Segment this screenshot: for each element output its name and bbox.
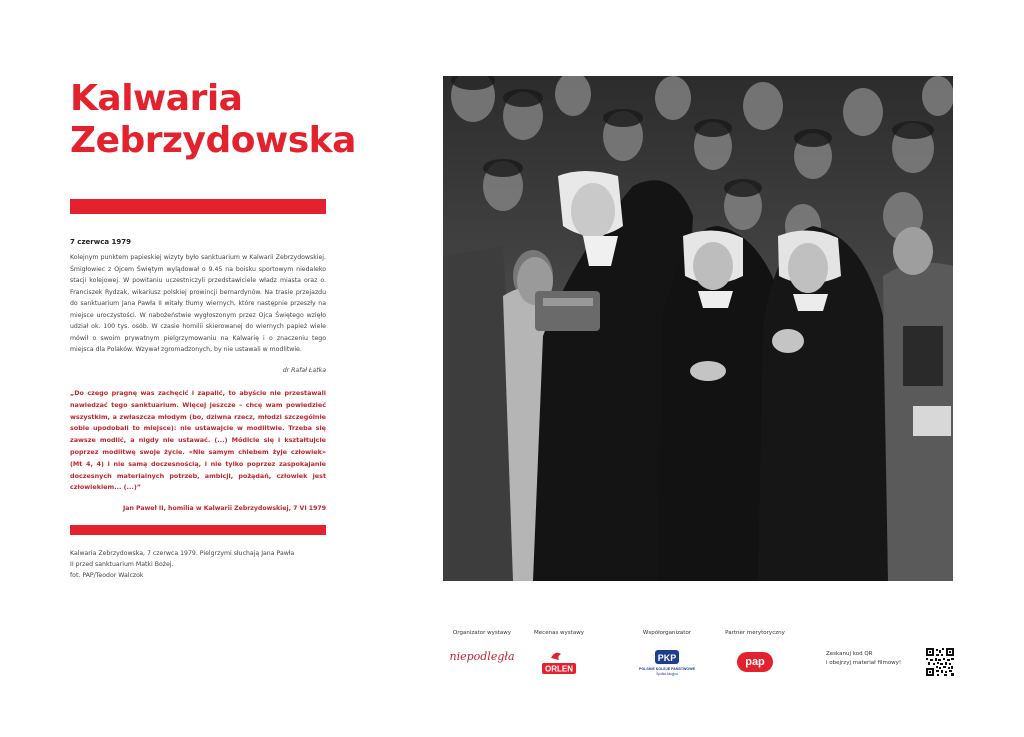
caption-line-2: II przed sanktuarium Matki Bożej. bbox=[70, 561, 174, 568]
crowd-photo bbox=[443, 76, 953, 581]
partner-patron bbox=[526, 630, 592, 680]
partner-content bbox=[715, 630, 795, 672]
author-signature: dr Rafał Łatka bbox=[282, 367, 326, 374]
photo-caption bbox=[70, 548, 326, 581]
page-title bbox=[70, 78, 356, 162]
photo-credit: fot. PAP/Teodor Walczok bbox=[70, 572, 144, 579]
orlen-logo-text: ORLEN bbox=[545, 664, 573, 674]
pkp-logo-subtitle-2: Spółka Akcyjna bbox=[656, 672, 678, 676]
date-heading: 7 czerwca 1979 bbox=[70, 238, 131, 246]
partner-label: Organizator wystawy bbox=[452, 630, 512, 636]
qr-code-icon[interactable] bbox=[926, 648, 954, 676]
qr-text-line-1: Zeskanuj kod QR bbox=[826, 651, 873, 657]
caption-line-1: Kalwaria Zebrzydowska, 7 czerwca 1979. Pielgrzymi słuchają Jana Pawła bbox=[70, 550, 295, 557]
title-line-1: Kalwaria bbox=[70, 78, 243, 119]
niepodlegla-logo: niepodległa bbox=[449, 650, 515, 663]
partner-organizer bbox=[430, 630, 534, 663]
partner-label: Mecenas wystawy bbox=[534, 630, 584, 636]
red-divider-bottom bbox=[70, 525, 326, 535]
orlen-logo bbox=[541, 650, 577, 680]
quote-source: Jan Paweł II, homilia w Kalwarii Zebrzydowskiej, 7 VI 1979 bbox=[122, 505, 326, 512]
title-line-2: Zebrzydowska bbox=[70, 120, 356, 161]
qr-instructions bbox=[826, 650, 921, 667]
pkp-logo-text: PKP bbox=[657, 653, 677, 663]
body-paragraph: Kolejnym punktem papieskiej wizyty było sanktuarium w Kalwarii Zebrzydowskiej. Śmigłowiec z Ojcem Świętym wylądował o 9.45 na boisku sportowym niedaleko stacji kolejowej. W powitaniu uczestniczyli przedstawiciele władz miasta oraz o. Franciszek Rydzak, wikariusz polskiej prowincji bernardynów. Na trasie przejazdu do sanktuarium Jana Pawła II witały tłumy wiernych, które następnie przeszły na miejsce uroczystości. W nabożeństwie wygłoszonym przez Ojca Świętego wzięło udział ok. 100 tys. osób. W czasie homilii skierowanej do wiernych papież wiele mówił o swoim prywatnym pielgrzymowaniu na Kalwarię i o znaczeniu tego miejsca dla Polaków. Wzywał zgromadzonych, by nie ustawali w modlitwie. bbox=[70, 254, 326, 353]
pkp-logo bbox=[637, 650, 697, 682]
homily-quote: „Do czego pragnę was zachęcić i zapalić, to abyście nie przestawali nawiedzać tego sanktuarium. Więcej jeszcze – chcę wam powiedzieć wszystkim, a zwłaszcza młodym (bo, dziwna rzecz, młodzi szczególnie sobie upodobali to miejsce): nie ustawajcie w modlitwie. Trzeba się zawsze modlić, a nigdy nie ustawać. (...) Módlcie się i kształtujcie poprzez modlitwę swoje życie. «Nie samym chlebem żyje człowiek» (Mt 4, 4) i nie samą doczesnością, i nie tylko poprzez zaspokajanie doczesnych materialnych potrzeb, ambicji, pożądań, człowiek jest człowiekiem... (...)” bbox=[70, 389, 326, 492]
red-divider-top bbox=[70, 199, 326, 214]
pap-logo: pap bbox=[737, 652, 773, 672]
pkp-logo-subtitle: POLSKIE KOLEJE PAŃSTWOWE bbox=[638, 667, 696, 671]
partner-coorganizer bbox=[625, 630, 709, 682]
qr-text-line-2: i obejrzyj materiał filmowy! bbox=[826, 659, 902, 666]
partner-label: Partner merytoryczny bbox=[725, 630, 785, 636]
partner-label: Współorganizator bbox=[642, 630, 692, 636]
